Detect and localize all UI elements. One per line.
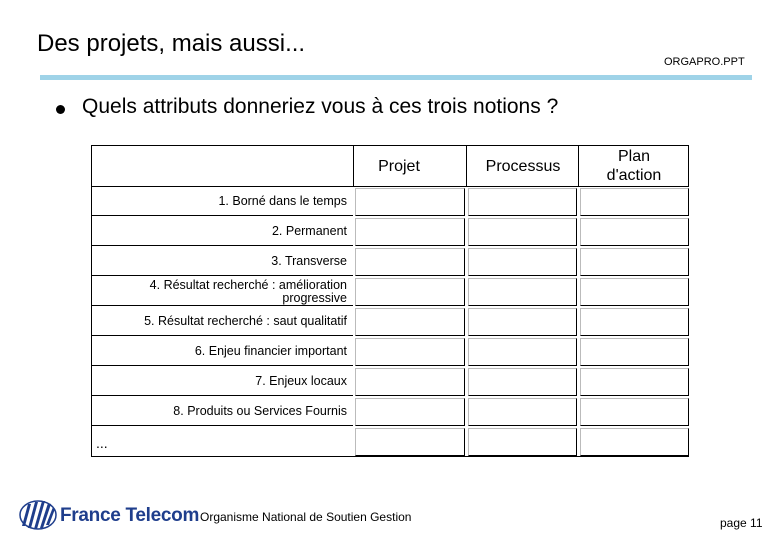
table-cell-plan-action[interactable] [580,368,689,396]
france-telecom-logo-icon [18,496,58,534]
table-cell-plan-action[interactable] [580,398,689,426]
row-label: 7. Enjeux locaux [91,368,353,396]
column-header-plan-action: Plan d'action [606,148,662,184]
table-cell-processus[interactable] [468,188,577,216]
table-cell-processus[interactable] [468,368,577,396]
table-cell-processus[interactable] [468,278,577,306]
logo-text: France Telecom [60,505,200,526]
table-cell-plan-action[interactable] [580,338,689,366]
table-cell-plan-action[interactable] [580,428,689,456]
column-header-projet: Projet [378,158,420,175]
table-bottom-border [91,456,689,457]
table-cell-processus[interactable] [468,218,577,246]
table-cell-projet[interactable] [355,218,465,246]
page-number: page 11 [720,516,763,530]
column-divider [578,145,579,187]
column-divider [466,145,467,187]
table-cell-projet[interactable] [355,428,465,456]
table-cell-plan-action[interactable] [580,308,689,336]
row-label: 3. Transverse [91,248,353,276]
table-cell-projet[interactable] [355,338,465,366]
column-divider [353,145,354,187]
table-cell-projet[interactable] [355,248,465,276]
title-rule [40,75,752,80]
table-cell-projet[interactable] [355,278,465,306]
table-cell-processus[interactable] [468,308,577,336]
organization-name: Organisme National de Soutien Gestion [200,510,412,524]
row-label: 1. Borné dans le temps [91,188,353,216]
row-label: 2. Permanent [91,218,353,246]
row-label: 8. Produits ou Services Fournis [91,398,353,426]
question-text: Quels attributs donneriez vous à ces trois notions ? [82,95,559,118]
table-cell-projet[interactable] [355,308,465,336]
table-cell-processus[interactable] [468,428,577,456]
column-header-processus: Processus [485,158,561,175]
table-cell-processus[interactable] [468,398,577,426]
table-cell-processus[interactable] [468,338,577,366]
table-cell-projet[interactable] [355,398,465,426]
file-tag: ORGAPRO.PPT [664,56,745,68]
table-cell-processus[interactable] [468,248,577,276]
table-cell-projet[interactable] [355,188,465,216]
table-cell-plan-action[interactable] [580,218,689,246]
slide-title: Des projets, mais aussi... [37,30,306,57]
row-label: 4. Résultat recherché : amélioration progressive [91,278,353,306]
row-label: 5. Résultat recherché : saut qualitatif [91,308,353,336]
bullet-icon [56,105,65,114]
table-cell-plan-action[interactable] [580,278,689,306]
table-cell-plan-action[interactable] [580,188,689,216]
table-cell-plan-action[interactable] [580,248,689,276]
more-rows-ellipsis: ... [96,435,108,451]
row-label: 6. Enjeu financier important [91,338,353,366]
table-cell-projet[interactable] [355,368,465,396]
